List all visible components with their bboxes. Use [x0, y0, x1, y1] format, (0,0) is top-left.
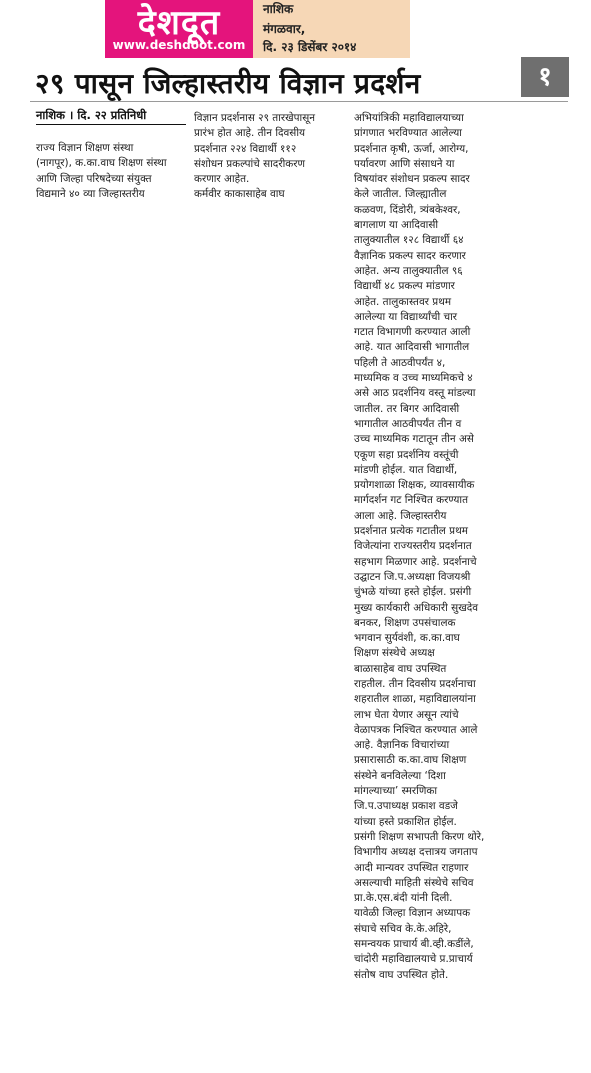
- article-text-line: विद्यमाने ४० व्या जिल्हास्तरीय: [36, 187, 145, 200]
- article-text-line: आलेल्या या विद्यार्थ्यांची चार: [354, 310, 458, 323]
- article-text-line: आहे. वैज्ञानिक विचारांच्या: [354, 739, 450, 752]
- article-text-line: प्रसंगी शिक्षण सभापती किरण थोरे,: [354, 830, 485, 843]
- article-text-line: पर्यावरण आणि संसाधने या: [354, 157, 455, 170]
- article-text-line: प्रदर्शनात कृषी, ऊर्जा, आरोग्य,: [354, 142, 469, 155]
- article-dateline: नाशिक । दि. २२ प्रतिनिधी: [36, 108, 147, 122]
- article-text-line: यावेळी जिल्हा विज्ञान अध्यापक: [354, 907, 471, 920]
- article-text-line: प्रारंभ होत आहे. तीन दिवसीय: [194, 127, 306, 140]
- edition-date: दि. २३ डिसेंबर २०१४: [263, 40, 357, 54]
- article-text-line: राहतील. तीन दिवसीय प्रदर्शनाचा: [354, 677, 476, 690]
- article-text-line: गटात विभागणी करण्यात आली: [354, 326, 471, 339]
- website-url: www.deshdoot.com: [112, 38, 246, 52]
- article-text-line: समन्वयक प्राचार्य बी.व्ही.कडींले,: [354, 938, 474, 951]
- article-text-line: विद्यार्थी ४८ प्रकल्प मांडणार: [354, 280, 455, 293]
- article-text-line: संस्थेने बनविलेल्या ‘दिशा: [354, 769, 446, 782]
- article-column-1: [36, 141, 186, 202]
- article-text-line: विभागीय अध्यक्ष दत्तात्रय जगताप: [354, 846, 478, 859]
- article-text-line: चुंभळे यांच्या हस्ते होईल. प्रसंगी: [354, 586, 472, 599]
- article-text-line: तालुक्यातील १२८ विद्यार्थी ६४: [354, 234, 464, 247]
- article-text-line: कळवण, दिंडोरी, त्र्यंबकेश्‍वर,: [354, 203, 461, 216]
- article-text-line: लाभ घेता येणार असून त्यांचे: [354, 708, 459, 721]
- newspaper-logo: [105, 0, 253, 58]
- article-text-line: विजेत्यांना राज्यस्तरीय प्रदर्शनात: [354, 540, 472, 553]
- article-text-line: शहरातील शाळा, महाविद्यालयांना: [354, 693, 476, 706]
- article-text-line: एकूण सहा प्रदर्शनिय वस्तूंची: [354, 448, 459, 461]
- article-text-line: विषयांवर संशोधन प्रकल्प सादर: [354, 173, 470, 186]
- page-number-badge: १: [521, 57, 569, 97]
- article-text-line: विज्ञान प्रदर्शनास २९ तारखेपासून: [194, 112, 316, 124]
- article-text-line: करणार आहेत.: [194, 173, 250, 186]
- article-text-line: भगवान सुर्यवंशी, क.का.वाघ: [354, 632, 460, 645]
- article-text-line: जि.प.उपाध्यक्ष प्रकाश वडजे: [354, 800, 458, 813]
- edition-info: [253, 0, 410, 58]
- article-text-line: प्रसारासाठी क.का.वाघ शिक्षण: [354, 754, 467, 767]
- headline-divider: [30, 101, 568, 102]
- article-text-line: चांदोरी महाविद्यालयाचे प्र.प्राचार्य: [354, 953, 473, 966]
- article-text-line: वैज्ञानिक प्रकल्प सादर करणार: [354, 249, 466, 262]
- article-text-line: संघाचे सचिव के.के.अहिरे,: [354, 922, 452, 935]
- article-text-line: (नागपूर), क.का.वाघ शिक्षण संस्था: [36, 157, 167, 170]
- article-text-line: कर्मवीर काकासाहेब वाघ: [194, 188, 285, 201]
- article-text-line: आहेत. अन्य तालुक्यातील ९६: [354, 264, 463, 277]
- edition-city: नाशिक: [263, 2, 294, 16]
- article-text-line: शिक्षण संस्थेचे अध्यक्ष: [354, 647, 435, 660]
- article-text-line: यांच्या हस्ते प्रकाशित होईल.: [354, 815, 457, 828]
- article-text-line: प्रदर्शनात २२४ विद्यार्थी ११२: [194, 142, 297, 155]
- article-text-line: मांडणी होईल. यात विद्यार्थी,: [354, 463, 458, 476]
- article-text-line: आला आहे. जिल्हास्तरीय: [354, 509, 447, 522]
- article-text-line: असल्याची माहिती संस्थेचे सचिव: [354, 876, 474, 889]
- article-text-line: प्रांगणात भरविण्यात आलेल्या: [354, 127, 462, 140]
- article-text-line: माध्यमिक व उच्च माध्यमिकचे ४: [354, 372, 473, 385]
- article-text-line: बाळासाहेब वाघ उपस्थित: [354, 662, 447, 675]
- article-text-line: असे आठ प्रदर्शनिय वस्तू मांडल्या: [354, 387, 476, 400]
- article-text-line: मुख्य कार्यकारी अधिकारी सुखदेव: [354, 601, 478, 614]
- article-text-line: राज्य विज्ञान शिक्षण संस्था: [36, 142, 134, 154]
- article-text-line: जातील. तर बिगर आदिवासी: [354, 402, 460, 415]
- article-text-line: सहभाग मिळणार आहे. प्रदर्शनाचे: [354, 555, 477, 568]
- edition-weekday: मंगळवार,: [263, 22, 306, 36]
- article-column-2: [194, 111, 342, 203]
- article-text-line: वेळापत्रक निश्‍चित करण्यात आले: [354, 723, 478, 736]
- article-text-line: आदी मान्यवर उपस्थित राहणार: [354, 861, 469, 874]
- article-text-line: पहिली ते आठवीपर्यंत ४,: [354, 356, 446, 369]
- article-column-3: [354, 111, 501, 983]
- article-text-line: बागलाण या आदिवासी: [354, 219, 439, 232]
- article-text-line: आहेत. तालुकास्तवर प्रथम: [354, 295, 452, 308]
- article-text-line: बनकर, शिक्षण उपसंचालक: [354, 616, 456, 629]
- article-text-line: मार्गदर्शन गट निश्‍चित करण्यात: [354, 494, 468, 507]
- article-text-line: प्रयोगशाळा शिक्षक, व्यावसायीक: [354, 479, 475, 492]
- article-text-line: संतोष वाघ उपस्थित होते.: [354, 968, 449, 981]
- article-text-line: मांगल्याच्या’ स्मरणिका: [354, 785, 438, 798]
- article-text-line: आहे. यात आदिवासी भागातील: [354, 341, 470, 354]
- article-text-line: प्रदर्शनात प्रत्येक गटातील प्रथम: [354, 525, 468, 538]
- article-text-line: उच्च माध्यमिक गटातून तीन असे: [354, 433, 474, 446]
- logo-wordmark: देशदूत: [137, 3, 221, 43]
- article-text-line: उद्घाटन जि.प.अध्यक्षा विजयश्री: [354, 570, 471, 583]
- article-text-line: केले जातील. जिल्ह्यातील: [354, 188, 447, 201]
- article-text-line: संशोधन प्रकल्पांचे सादरीकरण: [194, 157, 305, 170]
- article-text-line: प्रा.के.एस.बंदी यांनी दिली.: [354, 892, 453, 905]
- article-text-line: भागातील आठवीपर्यंत तीन व: [354, 417, 462, 430]
- article-text-line: आणि जिल्हा परिषदेच्या संयुक्त: [36, 172, 152, 185]
- article-text-line: अभियांत्रिकी महाविद्यालयाच्या: [354, 112, 464, 124]
- article-headline: २९ पासून जिल्हास्तरीय विज्ञान प्रदर्शन: [35, 67, 421, 100]
- dateline-underline: [36, 124, 186, 125]
